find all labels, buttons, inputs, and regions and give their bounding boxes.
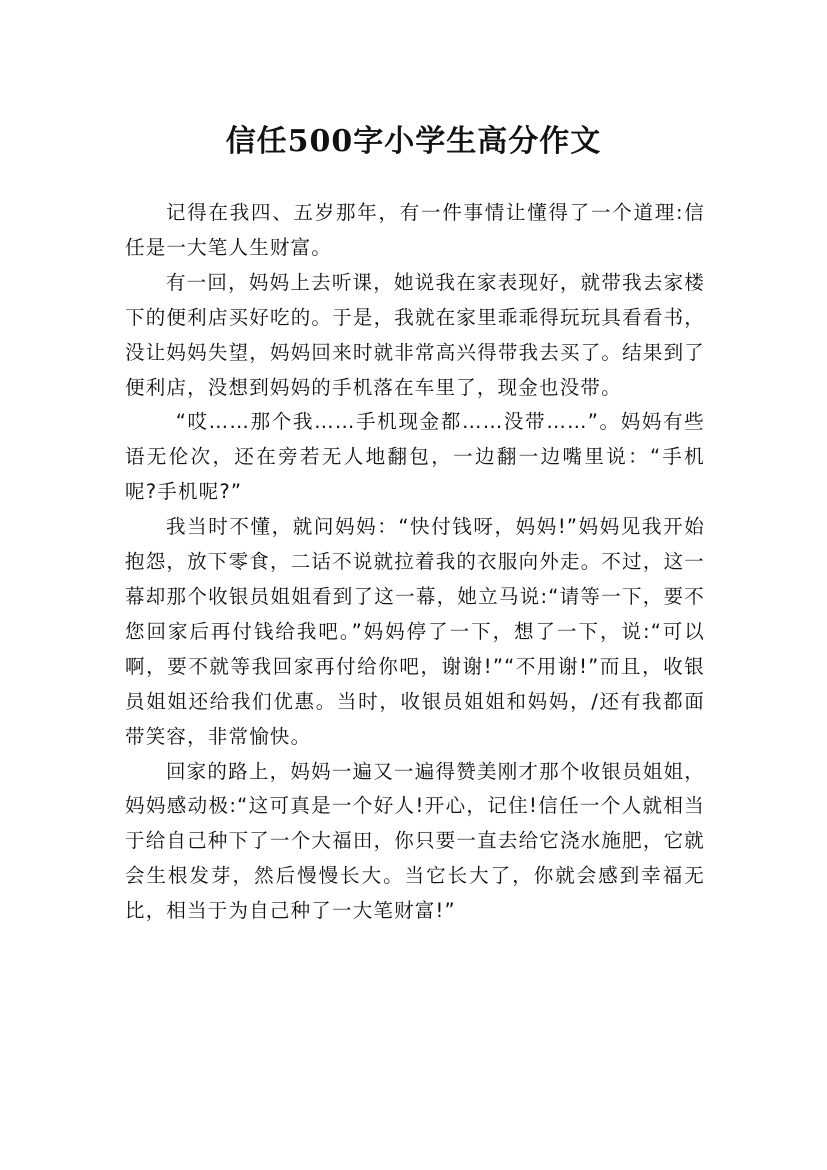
paragraph: 记得在我四、五岁那年，有一件事情让懂得了一个道理:信任是一大笔人生财富。: [125, 201, 705, 259]
paragraph: 我当时不懂，就问妈妈：“快付钱呀，妈妈!”妈妈见我开始抱怨，放下零食，二话不说就拉着我的衣服向外走。不过，这一幕却那个收银员姐姐看到了这一幕，她立马说:“请等一下，要不您回家后再付钱给我吧。”妈妈停了一下，想了一下，说:“可以啊，要不就等我回家再付给你吧，谢谢!”“不用谢!”而且，收银员姐姐还给我们优惠。当时，收银员姐姐和妈妈，/还有我都面带笑容，非常愉快。: [125, 515, 705, 748]
document-body: [125, 196, 705, 929]
document-title: 信任500字小学生高分作文: [225, 124, 602, 160]
paragraph: 回家的路上，妈妈一遍又一遍得赞美刚才那个收银员姐姐，妈妈感动极:“这可真是一个好人!开心，记住!信任一个人就相当于给自己种下了一个大福田，你只要一直去给它浇水施肥，它就会生根发芽，然后慢慢长大。当它长大了，你就会感到幸福无比，相当于为自己种了一大笔财富!”: [125, 759, 705, 923]
paragraph: 有一回，妈妈上去听课，她说我在家表现好，就带我去家楼下的便利店买好吃的。于是，我就在家里乖乖得玩玩具看看书，没让妈妈失望，妈妈回来时就非常高兴得带我去买了。结果到了便利店，没想到妈妈的手机落在车里了，现金也没带。: [125, 270, 705, 399]
paragraph: “哎……那个我……手机现金都……没带……”。妈妈有些语无伦次，还在旁若无人地翻包，一边翻一边嘴里说：“手机呢?手机呢?”: [125, 410, 705, 504]
